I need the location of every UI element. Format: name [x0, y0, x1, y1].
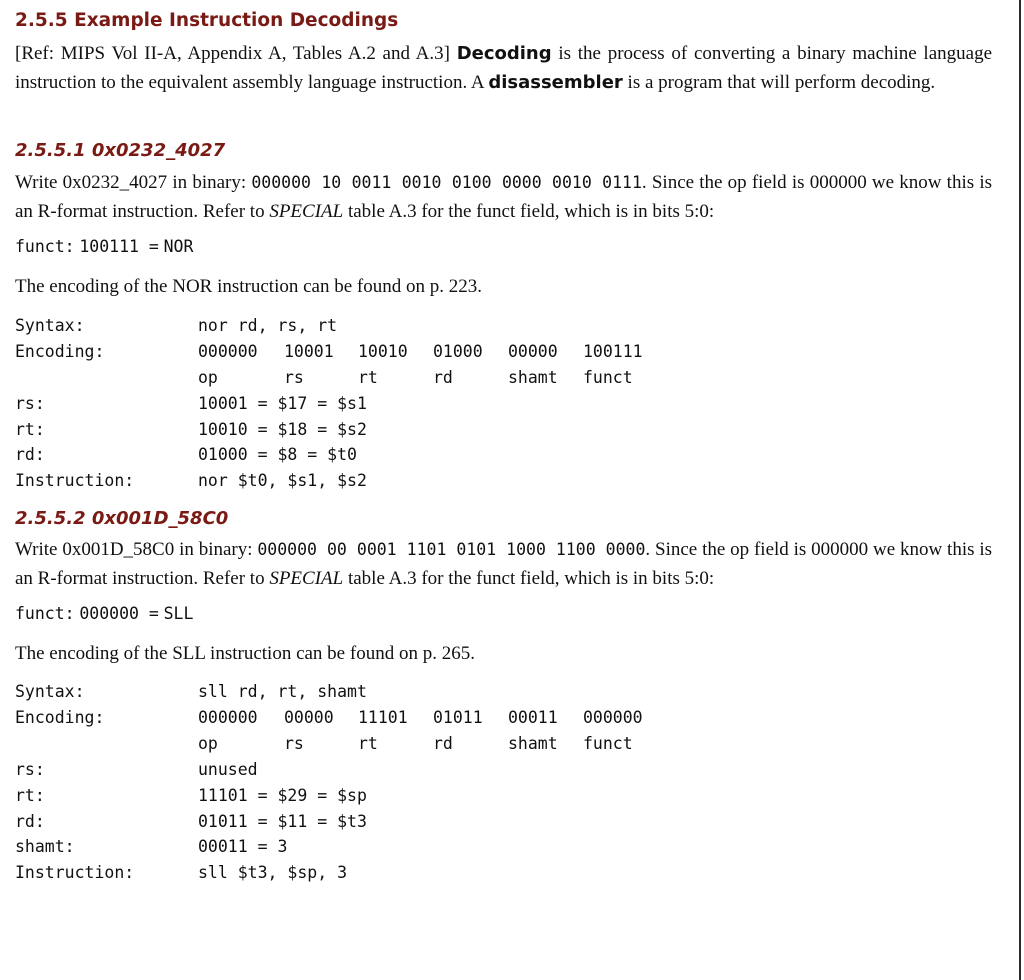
example-2-field-funct: 000000 — [583, 708, 643, 727]
example-1-funct-label: funct: — [15, 237, 75, 256]
example-2-encoding-label: Encoding: — [15, 708, 105, 727]
example-2-name-rt: rt — [358, 734, 378, 753]
example-2-encoding-note: The encoding of the SLL instruction can be found on p. 265. — [15, 643, 475, 664]
example-1-write-prefix: Write 0x0232_4027 in binary: — [15, 172, 247, 193]
example-2-name-shamt: shamt — [508, 734, 558, 753]
example-2-field-shamt: 00011 — [508, 708, 558, 727]
example-1-field-rs: 10001 — [284, 342, 334, 361]
example-2-heading: 2.5.5.2 0x001D_58C0 — [15, 508, 229, 529]
example-1-write-suffix: . Since the op field is 000000 we know this is an R-format instruction. Refer to — [15, 172, 993, 222]
example-1-field-rt: 10010 — [358, 342, 408, 361]
example-1-binary: 000000 10 0011 0010 0100 0000 0010 0111 — [251, 173, 642, 192]
example-2-syntax: sll rd, rt, shamt — [198, 682, 367, 701]
example-1-encoding-note: The encoding of the NOR instruction can be found on p. 223. — [15, 276, 482, 297]
example-1-field-rd: 01000 — [433, 342, 483, 361]
example-1-syntax-label: Syntax: — [15, 316, 85, 335]
example-2-table-name: SPECIAL — [269, 568, 344, 589]
example-2-name-rs: rs — [284, 734, 304, 753]
example-1-write-paragraph — [15, 168, 992, 226]
example-2-instruction-label: Instruction: — [15, 863, 135, 882]
example-2-funct-value: 000000 = — [79, 604, 159, 623]
example-1-name-op: op — [198, 368, 218, 387]
example-2-rs-label: rs: — [15, 760, 45, 779]
term-decoding: Decoding — [456, 43, 552, 64]
example-1-syntax: nor rd, rs, rt — [198, 316, 338, 335]
example-2-binary: 000000 00 0001 1101 0101 1000 1100 0000 — [257, 540, 646, 559]
example-2-funct-label: funct: — [15, 604, 75, 623]
intro-ref: [Ref: MIPS Vol II-A, Appendix A, Tables A.2 and A.3] — [15, 43, 450, 64]
example-1-rt-value: 10010 = $18 = $s2 — [198, 420, 367, 439]
example-1-name-rt: rt — [358, 368, 378, 387]
section-heading: 2.5.5 Example Instruction Decodings — [15, 10, 399, 31]
example-1-rs-label: rs: — [15, 394, 45, 413]
example-1-table-name: SPECIAL — [269, 201, 344, 222]
example-2-field-rs: 00000 — [284, 708, 334, 727]
intro-paragraph — [15, 39, 992, 97]
example-1-heading: 2.5.5.1 0x0232_4027 — [15, 140, 226, 161]
example-2-table-suffix: table A.3 for the funct field, which is in bits 5:0: — [347, 568, 715, 589]
example-2-rt-label: rt: — [15, 786, 45, 805]
example-1-name-funct: funct — [583, 368, 633, 387]
example-1-rs-value: 10001 = $17 = $s1 — [198, 394, 367, 413]
example-2-write-paragraph — [15, 535, 992, 593]
example-2-rs-value: unused — [198, 760, 258, 779]
example-1-name-rs: rs — [284, 368, 304, 387]
example-1-funct-value: 100111 = — [79, 237, 159, 256]
term-disassembler: disassembler — [488, 72, 623, 93]
example-2-field-rd: 01011 — [433, 708, 483, 727]
example-1-instruction-label: Instruction: — [15, 471, 135, 490]
example-2-name-funct: funct — [583, 734, 633, 753]
example-2-funct-line — [15, 603, 193, 625]
example-2-instruction-value: sll $t3, $sp, 3 — [198, 863, 348, 882]
example-1-encoding-label: Encoding: — [15, 342, 105, 361]
example-2-name-op: op — [198, 734, 218, 753]
example-1-instruction-value: nor $t0, $s1, $s2 — [198, 471, 367, 490]
example-2-field-rt: 11101 — [358, 708, 408, 727]
example-1-funct-line — [15, 236, 193, 258]
example-2-rd-value: 01011 = $11 = $t3 — [198, 812, 367, 831]
example-1-field-funct: 100111 — [583, 342, 643, 361]
example-1-name-rd: rd — [433, 368, 453, 387]
example-2-syntax-label: Syntax: — [15, 682, 85, 701]
example-2-name-rd: rd — [433, 734, 453, 753]
example-1-rd-label: rd: — [15, 445, 45, 464]
example-2-write-suffix: . Since the op field is 000000 we know this is an R-format instruction. Refer to — [15, 539, 993, 589]
example-2-funct-name: SLL — [163, 604, 194, 623]
intro-text-2: is a program that will perform decoding. — [627, 72, 936, 93]
example-2-write-prefix: Write 0x001D_58C0 in binary: — [15, 539, 253, 560]
intro-text-1: is the process of converting a binary machine language instruction to the equivalent assembly language instruction. A — [15, 43, 993, 93]
example-2-field-op: 000000 — [198, 708, 258, 727]
example-1-funct-name: NOR — [163, 237, 194, 256]
example-2-rt-value: 11101 = $29 = $sp — [198, 786, 367, 805]
example-1-field-shamt: 00000 — [508, 342, 558, 361]
example-1-rt-label: rt: — [15, 420, 45, 439]
example-1-name-shamt: shamt — [508, 368, 558, 387]
example-2-shamt-value: 00011 = 3 — [198, 837, 288, 856]
example-2-rd-label: rd: — [15, 812, 45, 831]
example-1-table-suffix: table A.3 for the funct field, which is in bits 5:0: — [347, 201, 715, 222]
example-1-rd-value: 01000 = $8 = $t0 — [198, 445, 357, 464]
example-1-field-op: 000000 — [198, 342, 258, 361]
example-2-shamt-label: shamt: — [15, 837, 75, 856]
